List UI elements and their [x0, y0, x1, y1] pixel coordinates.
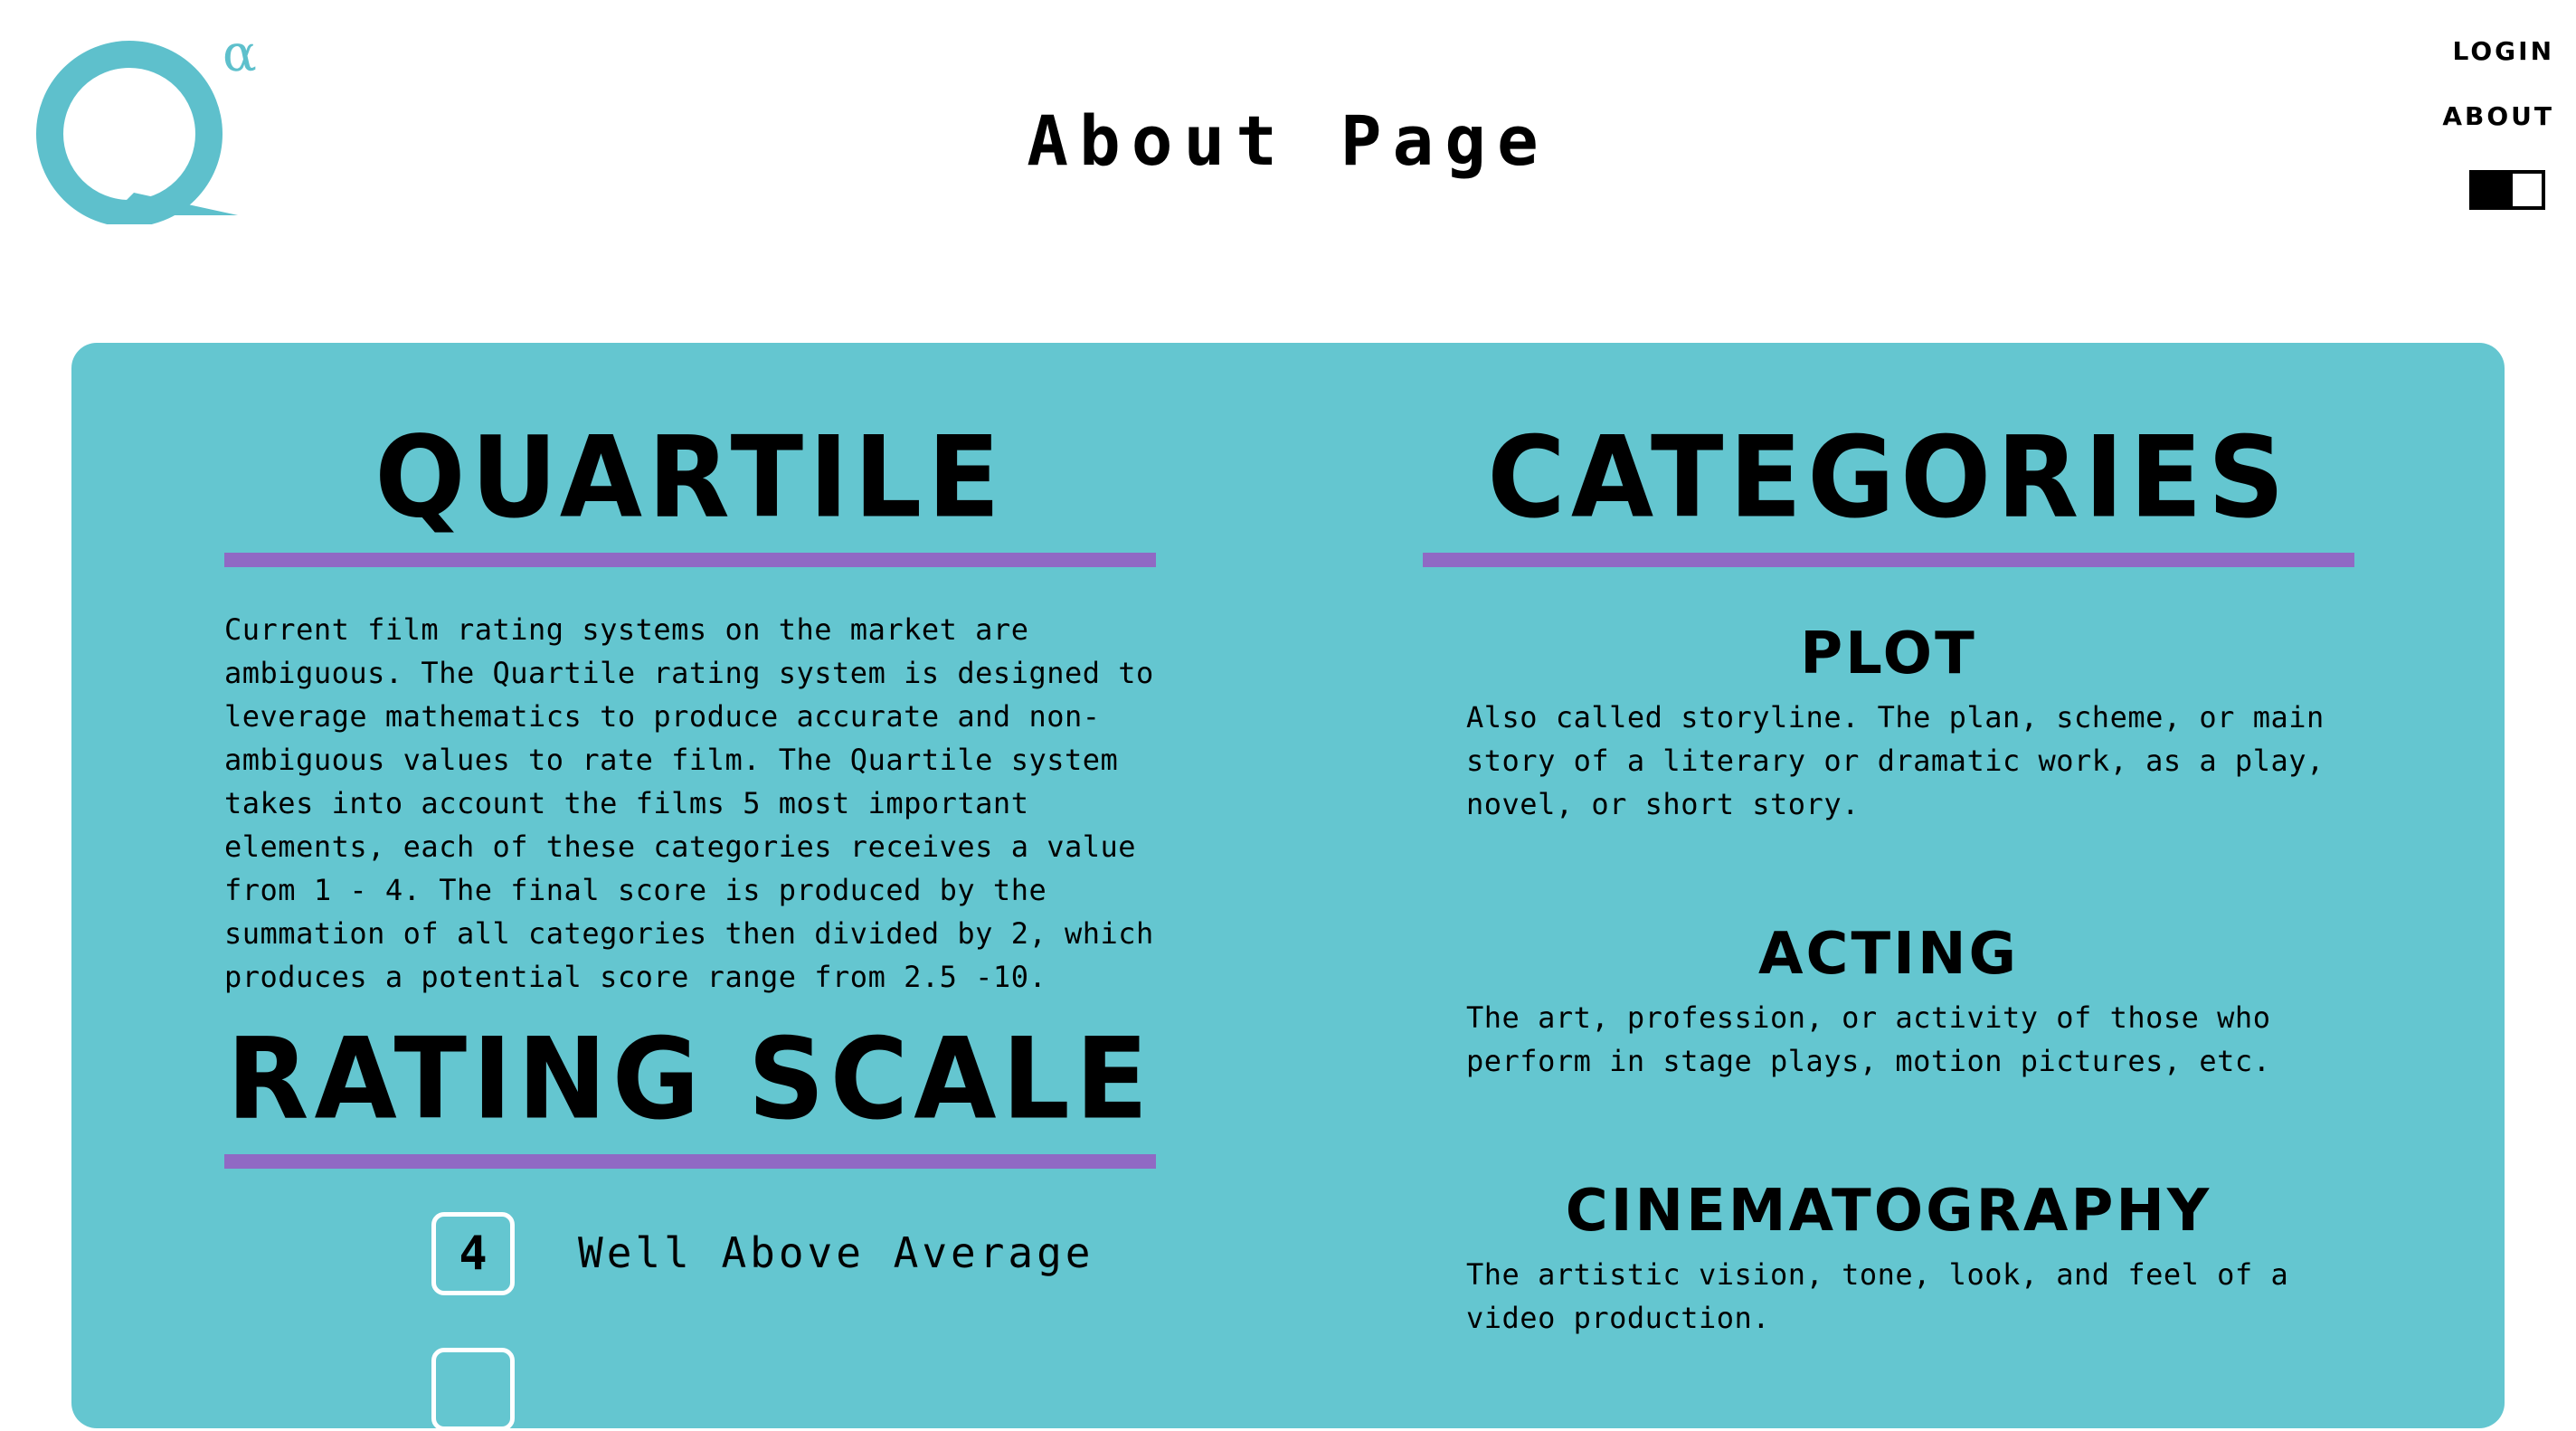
rating-value-box: 4: [431, 1212, 515, 1295]
category-acting: [1423, 921, 2354, 1083]
category-title: CINEMATOGRAPHY: [1565, 1178, 2212, 1245]
theme-toggle[interactable]: [2469, 170, 2545, 210]
rating-label: Well Above Average: [578, 1228, 1094, 1277]
login-link[interactable]: LOGIN: [2452, 36, 2554, 66]
category-title: PLOT: [1800, 621, 1977, 687]
logo-alpha: α: [223, 25, 257, 83]
right-column: [1423, 411, 2354, 1340]
quartile-title: QUARTILE: [374, 411, 1006, 543]
category-desc: Also called storyline. The plan, scheme, or main story of a literary or dramatic work, as a play, novel, or short story.: [1466, 700, 2325, 821]
left-column: [224, 411, 1156, 1321]
toggle-knob: [2473, 174, 2513, 206]
category-cinematography: [1423, 1178, 2354, 1340]
category-desc: The artistic vision, tone, look, and feel of a video production.: [1466, 1257, 2289, 1335]
about-card: [71, 343, 2505, 1428]
category-title: ACTING: [1757, 921, 2020, 988]
category-plot: [1423, 621, 2354, 826]
rating-scale-item: [224, 1212, 1156, 1321]
page-title: About Page: [1027, 100, 1549, 181]
quartile-intro: Current film rating systems on the market are ambiguous. The Quartile rating system is designed to leverage mathematics to produce accurate and non-ambiguous values to rate film. The Quartile system takes into account the films 5 most important elements, each of these categories receives a value from 1 - 4. The final score is produced by the summation of all categories then divided by 2, which produces a potential score range from 2.5 -10.: [224, 612, 1154, 994]
rating-scale-title: RATING SCALE: [226, 1012, 1154, 1144]
categories-title: CATEGORIES: [1487, 411, 2290, 543]
category-desc: The art, profession, or activity of those who perform in stage plays, motion pictures, etc.: [1466, 1000, 2271, 1078]
about-link[interactable]: ABOUT: [2442, 101, 2554, 131]
rating-value-box-next: [431, 1348, 515, 1431]
